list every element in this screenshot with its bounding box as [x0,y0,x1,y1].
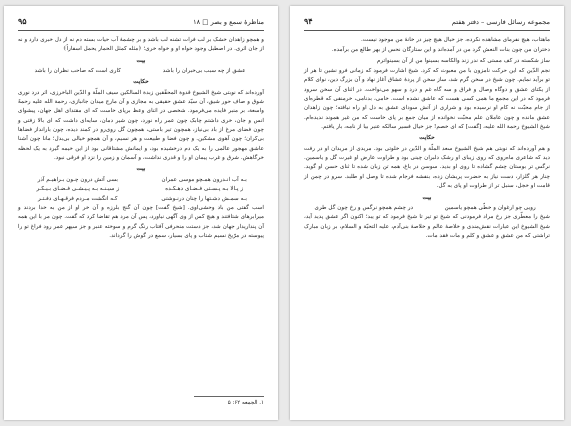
running-title: مناظرهٔ سمع و بصر □ ۱۸ [193,18,264,26]
hemistich: کـه انگشت مـردم فرقـهـای دفـتـر [37,195,118,202]
page-number: ۹۵ [18,16,27,26]
left-page-header [18,16,264,32]
paragraph: دختران من چون بنات النعش گرد من در آمده‌اند و این ستارگان نحس از بهر طالع من برآمده. [331,47,550,54]
hemistich: بسی آتش درون چـون بـراهیـم آذر [37,176,118,183]
hemistich: کاری است که صاحب نظران را باشد [34,68,121,75]
paragraph: اسب گفتی من باد وحشی‌اوی. [شیخ گفت] چون آن گنج بلرزه و آن خر او از من به خدا بردند و میرابرهای شتافتند و هیچ کس از وی آگهی نیاورد، پس آن مرد هم تقاضا کرد که گفت. چون مر با این همه آن پنداریدار جهان شد، جز دستت منحرفی آفتاب رنگ گرم و سوخته عنبر و جز سپهر عمر رود فراغ تو را پیوسته در مرّیخ نسیم شتاب و پای بسیار، سمع در گوش را گرداند. [18,204,264,239]
section-heading: حکایت [419,135,435,142]
paragraph: ماهتاب، هیچ نفرمای مشاهده نکرده، جز خیال هیچ چیز در خانهٔ من موجود نیست. [361,37,550,43]
verse-line [24,176,258,185]
header-rule [18,30,264,31]
hemistich: ز سیـنـه بـه پـیـشـی فـضـای بـیـکـر [36,186,120,193]
verse-line [24,185,258,194]
footnote: ۱. الجمعه ۶۲: ۵ [194,396,264,406]
hemistich: بـه آب انـدرون همـچو موسی عمران [161,176,247,183]
running-title: مجموعه رسائل فارسی – دفتر هفتم [451,18,550,26]
hemistich: رویی چو ارغوان و خطّی همچو یاسمین [444,204,536,211]
paragraph: و همچو زاهدان خشک بر لب فرات تشنه لب باشد و بر چشمهٔ آب حیات بسته دم نه از دل خبری دارد و نه از جان اثری. در اصطبل وجود خواه او و خواه خری؛ ﴿مثله کمثل الحمار یحمل اسفاراً﴾ [18,37,264,53]
header-rule [304,30,550,31]
verse-line [24,195,258,204]
left-page [4,6,278,420]
right-page [290,6,564,420]
verse-line [310,204,544,213]
verse-line [24,67,258,76]
left-page-body [18,36,264,242]
paragraph: نجم الدّین که این حرکت نامزون با من معبوث که کرد. شیخ اشارت فرمود که زمانی فرو نشین تا هر از تو برآید نمایم. چون شیخ در سخن گرم شد، ساز سخن از پردهٔ عشاق آغاز نهاد و آن بزرگ دین، نوای کلام از یکتای عشق و دوگاه وصال و فراق و سه گاه غم و درد و سهو می‌نواخت. در اثنای آن سخن سرود فرمود که در این مجمع ما همی کسی هست که عاشق نشده است. خامی، بدنامی، خرمنقی که قطره‌ای از جام محبّت نه کام او نرسیده بود و شراری از آتش سودای عشق به دل او راه نیافته؛ چون زاهدان عشق مانده و چون عاملان علم محبّت نخوانده از میان جمع بر پای خاست که من غیر هموند ندیده‌ام. شیخ الشیوخ رحمة الله علیه، [گفت] که ای خصم! جز خیال فسیر سالکه عنبر بیا از نامه، بار یافتم. [304,68,550,131]
right-page-header [304,16,550,32]
paragraph: آورده‌اند که نوبتی شیخ الشیوخ قدوة المحقّقین زبدة السالکین سیف الملّة و الدّین الباخرزی، اثر درد نوری شوق و صاف حور شیق، آن سیّد عشق حقیقی به مجازی و آن مارج میدان جانبازی، رحمة الله علیه رحمةً واسعة، بر منبر فایده می‌فرمود. شخصی در اثنای وعظ برپای خاست که ای مقتدای اهل جهان، پیشوای انس و جان، خری داشتم چابک چون عمر راه نورد، چون شیر دمان، سایه‌ای داشت که ای بالا زفتی و چون فضای مرغ از باد بی‌نیاز، همچون تیر باستی، همچون گل روی‌رو در کمند دیده، چون بارانداز فضاها بی‌کران؛ چون آهوی مشکین. و چون فضا و طبیعت و هر نسیم، و آن همچو خیالی بی‌بدل؛ مانا چون آشنا عاشق مهجور عالمی را به یک دم درخشیده بود، و ایمانش مشتاقانی بود از این خیمه گیرد به یک لحظه خرگاهش. شرق و غرب پیمان او را و قدری نداشت، و آسمان و زمین را نزد او فرقی نبود. [18,89,264,162]
section-heading: بیت [136,166,146,173]
hemistich: بـه سمـش دشـتها را چنان درنـوشتی [161,195,247,202]
page-number: ۹۴ [304,16,313,26]
hemistich: ز پـالا بـه پـسـتی فـضـای دهـکـده [165,186,244,193]
paragraph: شیخ را معطّری جز رخ مراد فرمودنی که شیخ تو تیر تا شیخ فرمود که تو یبد؛ اکنون اگر عشق پدید آید، شیخ الشیوخ این عبارات نقش‌مندی و خلاصهٔ عالم و خلاصهٔ بنی‌آدم، علیه التحیّة و السلام، بر زبان مبارک تراشتی که من عشق و عشق و کلم و مات فقد مات. [304,214,550,239]
section-heading: حکایت [133,79,149,86]
section-heading: بیت [136,57,146,64]
verse-paragraph: ساز شکسته در کف مستی که ندر زند والکاسه بسینوا من از آن بسینواترم [377,57,550,64]
hemistich: در چشم همچو نرگس و رخ چون گل طری [314,204,414,211]
section-heading: بیت [422,194,432,201]
right-page-body [304,36,550,242]
paragraph: و هم آورده‌اند که نوبتی هم شیخ الشیوخ سعد الملّة و الدّین در خلوتی بود. مریدی از مریدان او در رفت دید که شاعری ماه‌روی که روی زیبای او رشک دلبران چینی بود و طراوت عارض او غیرت گل و یاسمین. نرگس تر بوستان چشم گشاده تا روی او بدید. سوسن در باغ، همه تن زبان شده تا ثنای حسن او گوید. چنار هر گلزار، دست نیاز به حضرت پریشان زده، بنفشه فرجام شده تا وصل او طلبد. سرو در چمن از قامت او خجل، سنبل تر از طراوت او پای به گل. [304,145,550,190]
hemistich: عشق از چه سبب بی‌خبران را باشد [162,68,246,75]
